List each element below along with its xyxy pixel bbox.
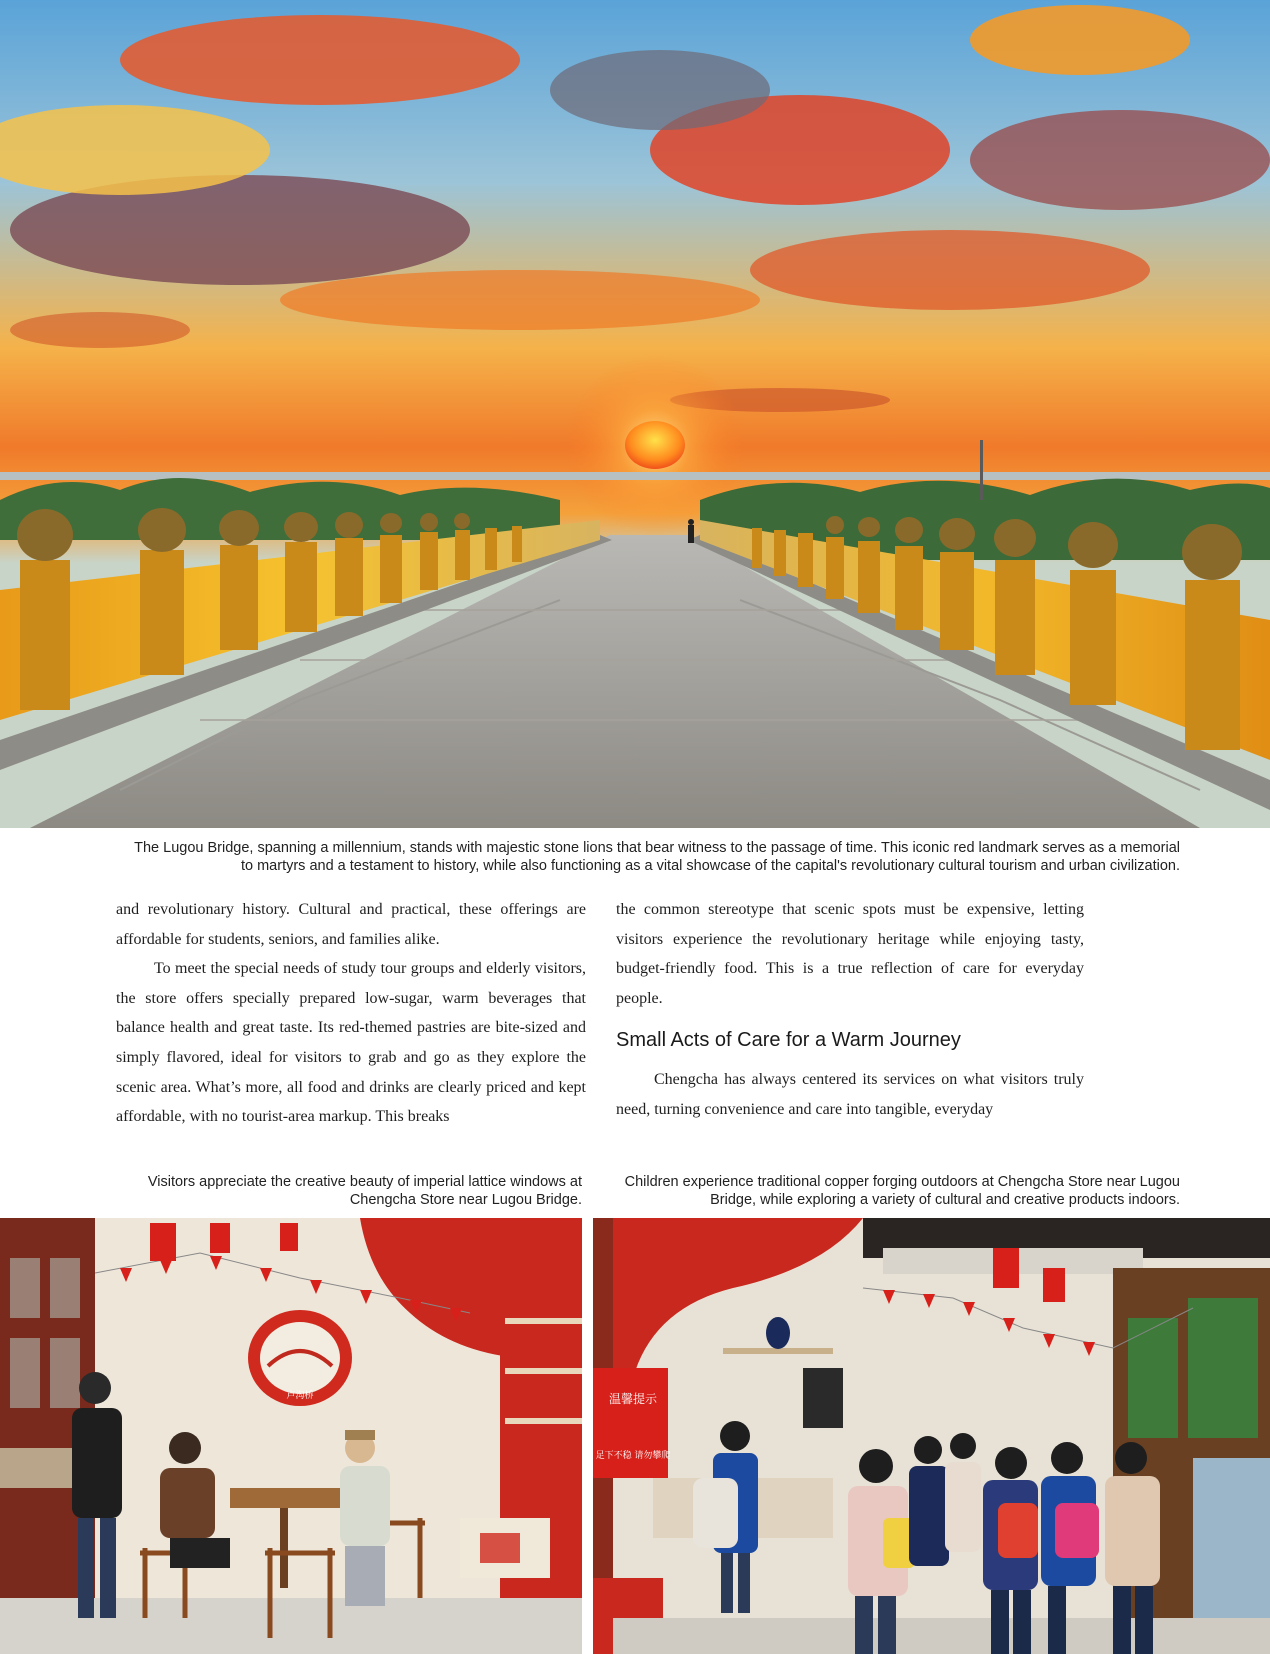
hero-caption-line-2: to martyrs and a testament to history, while also functioning as a vital showcase of the capital's revolutionary cultural tourism and urban civilization.	[240, 858, 1180, 874]
article-paragraph: the common stereotype that scenic spots must be expensive, letting visitors experience the revolutionary heritage while enjoying tasty, budget-friendly food. This is a true reflection of care for everyday people.	[616, 901, 1084, 1007]
sign-notice-title: 温馨提示	[608, 1392, 658, 1406]
article-paragraph: To meet the special needs of study tour groups and elderly visitors, the store offers specially prepared low-sugar, warm beverages that balance health and great taste. Its red-themed pastries are bite-sized and simply flavored, ideal for visitors to grab and go as they explore the scenic area. What’s more, all food and drinks are clearly priced and kept affordable, with no tourist-area markup. This breaks	[116, 960, 586, 1126]
store-students-photo	[593, 1218, 1270, 1654]
cafe-interior-image	[0, 1218, 582, 1654]
right-caption-line-1: Children experience traditional copper forging outdoors at Chengcha Store near Lugou	[624, 1174, 1180, 1190]
sign-notice-text: 足下不稳 请勿攀爬	[595, 1451, 671, 1461]
hero-caption-line-1: The Lugou Bridge, spanning a millennium, stands with majestic stone lions that bear witness to the passage of time. This iconic red landmark serves as a memorial	[134, 840, 1180, 856]
right-photo-caption	[612, 1173, 1180, 1209]
store-logo-text: 卢沟桥	[286, 1391, 314, 1401]
article-paragraph: Chengcha has always centered its services on what visitors truly need, turning convenience and care into tangible, everyday	[616, 1071, 1084, 1118]
article-column-right	[616, 895, 1084, 1125]
store-students-image	[593, 1218, 1270, 1654]
left-photo-caption	[110, 1173, 582, 1209]
cafe-interior-photo	[0, 1218, 582, 1654]
left-caption-line-1: Visitors appreciate the creative beauty of imperial lattice windows at	[147, 1174, 582, 1190]
right-caption-line-2: Bridge, while exploring a variety of cultural and creative products indoors.	[710, 1192, 1180, 1208]
hero-caption	[110, 839, 1180, 875]
left-caption-line-2: Chengcha Store near Lugou Bridge.	[349, 1192, 582, 1208]
section-subheading: Small Acts of Care for a Warm Journey	[616, 1029, 961, 1052]
article-paragraph: and revolutionary history. Cultural and practical, these offerings are affordable for students, seniors, and families alike.	[116, 901, 586, 948]
article-column-left	[116, 895, 586, 1132]
